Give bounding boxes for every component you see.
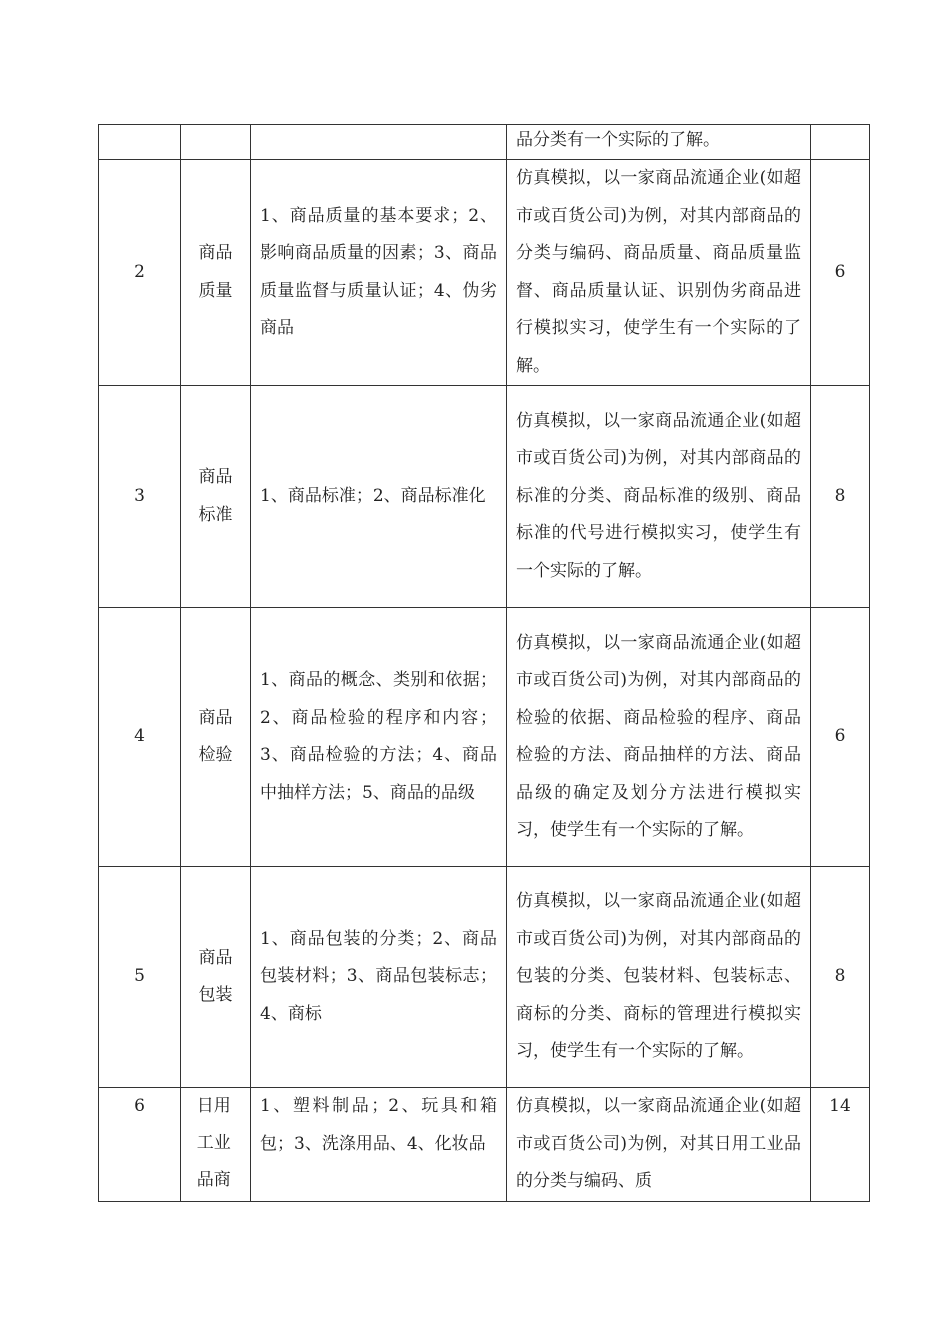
topic-title [181,125,251,160]
topic-title [181,160,251,386]
topic-title [181,386,251,608]
row-number: 4 [99,608,181,867]
practice-description: 仿真模拟，以一家商品流通企业(如超市或百货公司)为例，对其内部商品的检验的依据、商品检验的程序、商品检验的方法、商品抽样的方法、商品品级的确定及划分方法进行模拟实习，使学生有一个实际的了解。 [507,608,811,867]
topic-title [181,608,251,867]
topic-title-text: 商品标准 [198,467,233,525]
table-row [99,867,870,1088]
topic-title [181,1088,251,1202]
class-hours [811,125,870,160]
topic-content: 1、塑料制品；2、玩具和箱包；3、洗涤用品、4、化妆品 [251,1088,507,1202]
class-hours: 6 [811,160,870,386]
practice-description: 品分类有一个实际的了解。 [507,125,811,160]
topic-title-text: 商品质量 [198,243,233,301]
topic-title [181,867,251,1088]
topic-content: 1、商品包装的分类；2、商品包装材料；3、商品包装标志；4、商标 [251,867,507,1088]
class-hours: 8 [811,867,870,1088]
topic-content: 1、商品质量的基本要求；2、影响商品质量的因素；3、商品质量监督与质量认证；4、伪劣商品 [251,160,507,386]
table-row [99,386,870,608]
topic-content [251,125,507,160]
practice-description: 仿真模拟，以一家商品流通企业(如超市或百货公司)为例，对其内部商品的分类与编码、商品质量、商品质量监督、商品质量认证、识别伪劣商品进行模拟实习，使学生有一个实际的了解。 [507,160,811,386]
topic-title-text: 日用工业品商 [196,1096,231,1190]
table-row [99,608,870,867]
row-number: 3 [99,386,181,608]
practice-description: 仿真模拟，以一家商品流通企业(如超市或百货公司)为例，对其内部商品的包装的分类、包装材料、包装标志、商标的分类、商标的管理进行模拟实习，使学生有一个实际的了解。 [507,867,811,1088]
course-table [98,124,870,1202]
topic-title-text: 商品检验 [198,707,233,765]
row-number: 6 [99,1088,181,1202]
table-row [99,160,870,386]
topic-content: 1、商品的概念、类别和依据；2、商品检验的程序和内容；3、商品检验的方法；4、商品中抽样方法；5、商品的品级 [251,608,507,867]
class-hours: 6 [811,608,870,867]
row-number: 2 [99,160,181,386]
table-row [99,125,870,160]
table-row [99,1088,870,1202]
topic-content: 1、商品标准；2、商品标准化 [251,386,507,608]
class-hours: 8 [811,386,870,608]
row-number: 5 [99,867,181,1088]
topic-title-text: 商品包装 [198,947,233,1005]
class-hours: 14 [811,1088,870,1202]
practice-description: 仿真模拟，以一家商品流通企业(如超市或百货公司)为例，对其日用工业品的分类与编码、质 [507,1088,811,1202]
row-number [99,125,181,160]
practice-description: 仿真模拟，以一家商品流通企业(如超市或百货公司)为例，对其内部商品的标准的分类、商品标准的级别、商品标准的代号进行模拟实习，使学生有一个实际的了解。 [507,386,811,608]
